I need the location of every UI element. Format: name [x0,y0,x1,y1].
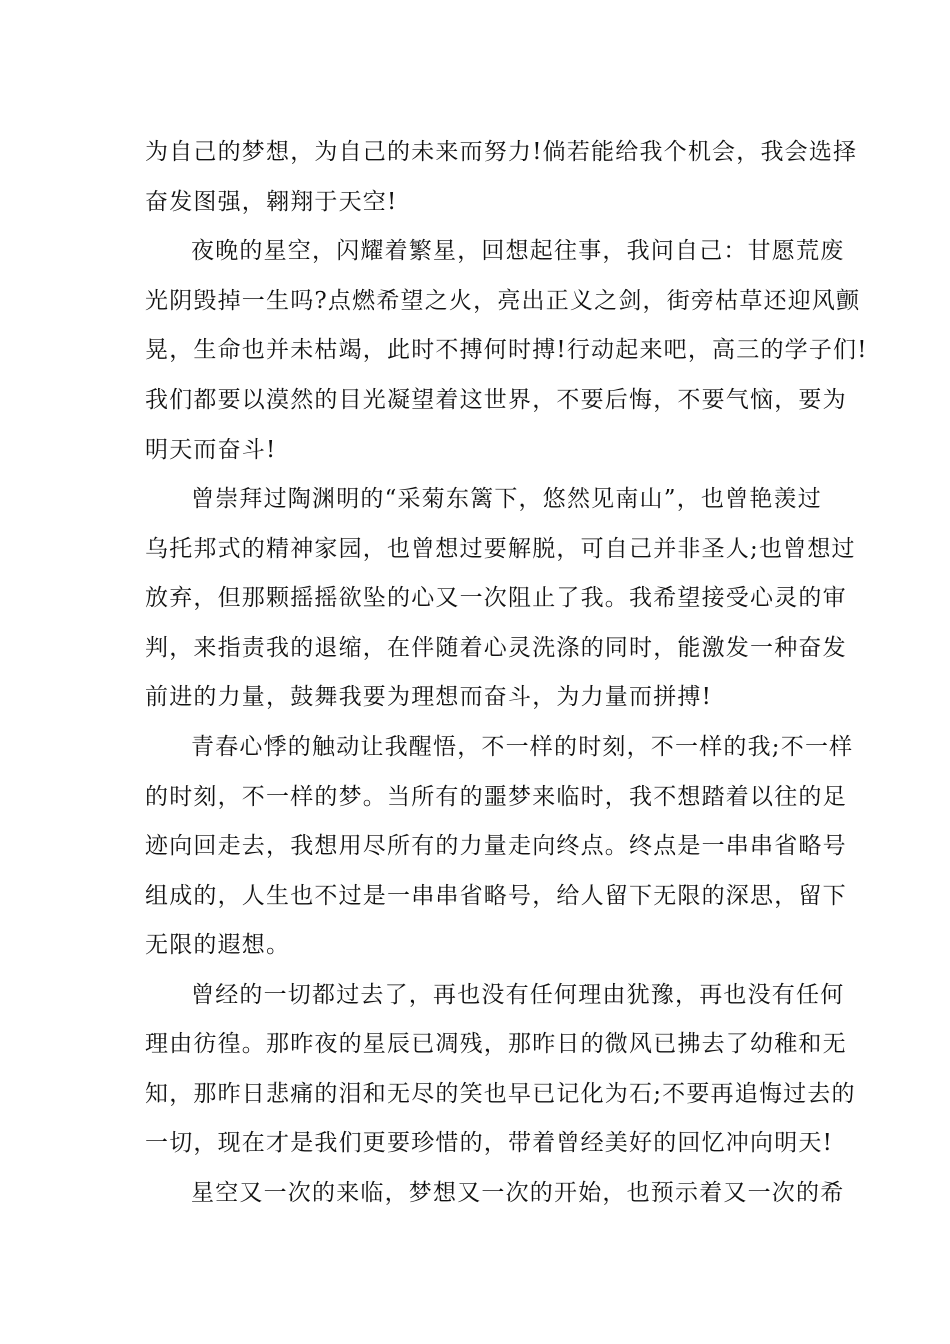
text-line: 前进的力量，鼓舞我要为理想而奋斗，为力量而拼搏! [145,684,713,710]
text-line: 光阴毁掉一生吗?点燃希望之火，亮出正义之剑，街旁枯草还迎风颤 [145,288,861,314]
text-line: 曾崇拜过陶渊明的“采菊东篱下，悠然见南山”，也曾艳羡过 [191,486,822,512]
text-line: 我们都要以漠然的目光凝望着这世界，不要后悔，不要气恼，要为 [145,387,847,413]
text-line: 的时刻，不一样的梦。当所有的噩梦来临时，我不想踏着以往的足 [145,784,847,810]
text-line: 无限的遐想。 [145,932,291,958]
text-line: 理由彷徨。那昨夜的星辰已凋残，那昨日的微风已拂去了幼稚和无 [145,1031,847,1057]
text-line: 迹向回走去，我想用尽所有的力量走向终点。终点是一串串省略号 [145,833,847,859]
text-line: 乌托邦式的精神家园，也曾想过要解脱，可自己并非圣人;也曾想过 [145,536,856,562]
text-line: 明天而奋斗! [145,437,277,463]
text-line: 晃，生命也并未枯竭，此时不搏何时搏!行动起来吧，高三的学子们! [145,337,868,363]
text-line: 组成的，人生也不过是一串串省略号，给人留下无限的深思，留下 [145,883,847,909]
text-line: 为自己的梦想，为自己的未来而努力!倘若能给我个机会，我会选择 [145,139,858,165]
text-line: 一切，现在才是我们更要珍惜的，带着曾经美好的回忆冲向明天! [145,1130,834,1156]
text-line: 青春心悸的触动让我醒悟，不一样的时刻，不一样的我;不一样 [191,734,854,760]
text-line: 判，来指责我的退缩，在伴随着心灵洗涤的同时，能激发一种奋发 [145,635,847,661]
text-line: 曾经的一切都过去了，再也没有任何理由犹豫，再也没有任何 [191,982,845,1008]
text-line: 星空又一次的来临，梦想又一次的开始，也预示着又一次的希 [191,1180,845,1206]
text-line: 夜晚的星空，闪耀着繁星，回想起往事，我问自己：甘愿荒废 [191,238,845,264]
text-line: 放弃，但那颗摇摇欲坠的心又一次阻止了我。我希望接受心灵的审 [145,585,847,611]
text-line: 知，那昨日悲痛的泪和无尽的笑也早已记化为石;不要再追悔过去的 [145,1081,856,1107]
text-line: 奋发图强，翱翔于天空! [145,189,398,215]
